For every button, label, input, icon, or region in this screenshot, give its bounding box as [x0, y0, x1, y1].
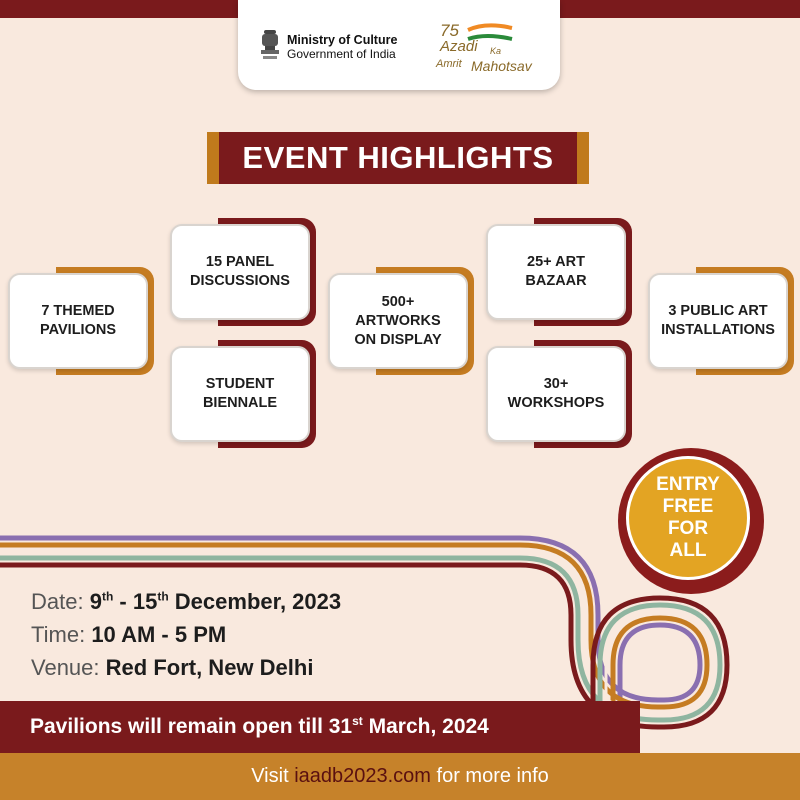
entry-free-badge — [626, 456, 750, 580]
pavilions-notice-after: March, 2024 — [362, 715, 489, 738]
date-start-day: 9 — [89, 589, 102, 614]
highlight-student-biennale: STUDENT BIENNALE — [202, 376, 278, 411]
date-value — [90, 589, 341, 614]
date-dash: - — [113, 589, 133, 614]
highlight-artworks: 500+ ARTWORKS ON DISPLAY — [354, 293, 442, 348]
pavilions-notice-before: Pavilions will remain open till 31 — [30, 715, 353, 738]
date-label: Date: — [31, 589, 84, 614]
government-name: Government of India — [287, 47, 396, 61]
website-link[interactable]: iaadb2023.com — [294, 765, 431, 787]
event-time — [31, 622, 226, 648]
akam-mahotsav: Mahotsav — [471, 58, 532, 74]
date-start-sup: th — [101, 589, 114, 604]
entry-free-text: ENTRY FREE FOR ALL — [656, 474, 720, 561]
akam-amrit: Amrit — [436, 58, 462, 70]
time-value: 10 AM - 5 PM — [91, 622, 227, 647]
akam-ka: Ka — [490, 46, 502, 56]
footer-band — [0, 753, 800, 800]
date-end-sup: th — [157, 589, 169, 604]
pavilions-notice-band — [0, 701, 640, 753]
event-venue — [31, 655, 313, 681]
event-highlights-title: EVENT HIGHLIGHTS — [219, 132, 577, 184]
pavilions-notice-sup: st — [352, 714, 363, 728]
akam-number: 75 — [440, 21, 459, 40]
highlight-panel-discussions: 15 PANEL DISCUSSIONS — [190, 254, 290, 289]
event-date — [31, 589, 341, 615]
akam-azadi: Azadi — [440, 38, 478, 55]
footer-rest: for more info — [430, 765, 549, 787]
highlight-themed-pavilions: 7 THEMED PAVILIONS — [40, 303, 116, 338]
highlight-art-bazaar: 25+ ART BAZAAR — [525, 254, 587, 289]
venue-label: Venue: — [31, 655, 100, 680]
highlight-public-art: 3 PUBLIC ART INSTALLATIONS — [661, 303, 775, 338]
time-label: Time: — [31, 622, 86, 647]
ministry-name: Ministry of Culture — [287, 33, 398, 47]
venue-value: Red Fort, New Delhi — [105, 655, 314, 680]
date-rest: December, 2023 — [168, 589, 342, 614]
highlight-workshops: 30+ WORKSHOPS — [507, 376, 605, 411]
date-end-day: 15 — [132, 589, 158, 614]
footer-visit: Visit — [251, 765, 295, 787]
